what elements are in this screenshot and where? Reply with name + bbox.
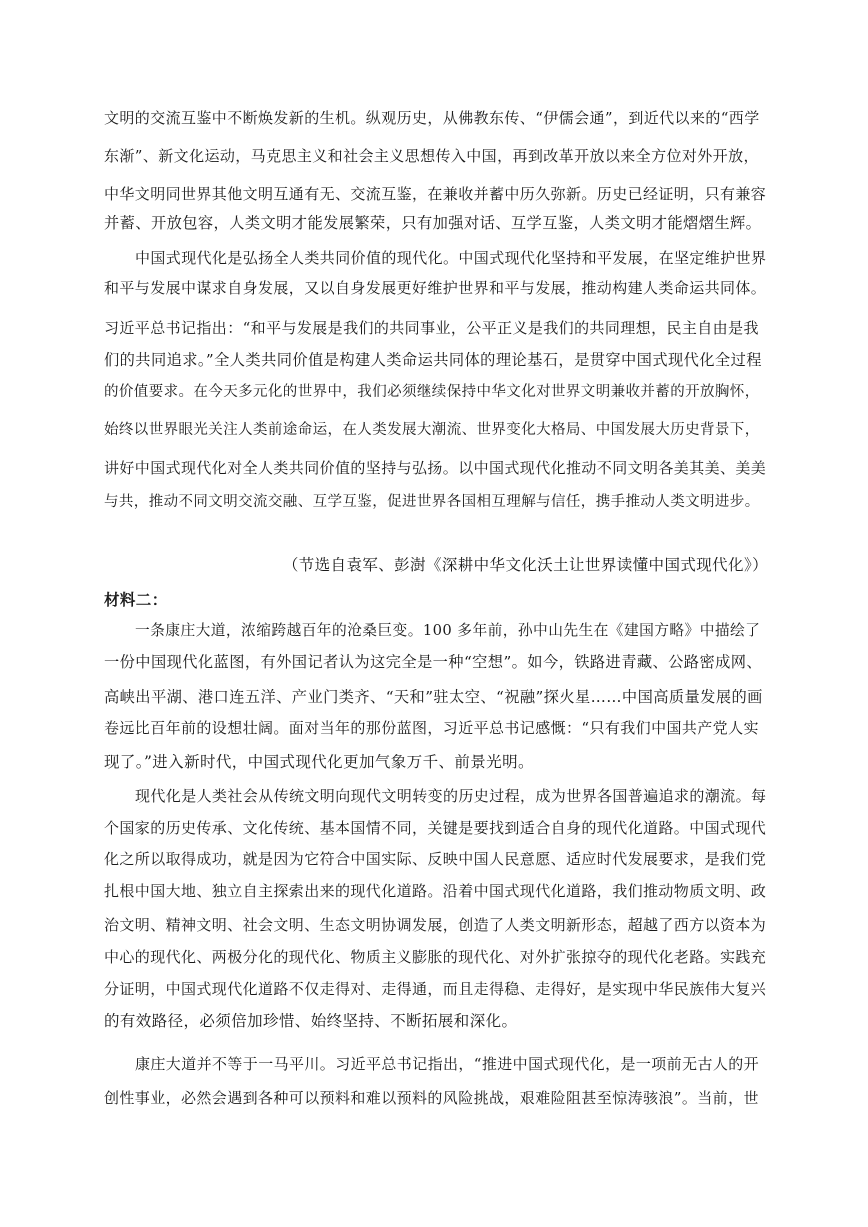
paragraph-line: 讲好中国式现代化对全人类共同价值的坚持与弘扬。以中国式现代化推动不同文明各美其美、美美 (104, 459, 767, 477)
paragraph-line: 一份中国现代化蓝图，有外国记者认为这完全是一种“空想”。如今，铁路进青藏、公路密成网、 (104, 653, 763, 671)
paragraph-line: 一条康庄大道，浓缩跨越百年的沧桑巨变。100 多年前，孙中山先生在《建国方略》中描绘了 (135, 622, 761, 639)
paragraph-line: 文明的交流互鉴中不断焕发新的生机。纵观历史，从佛教东传、“伊儒会通”，到近代以来的“西学 (104, 109, 760, 127)
source-citation: （节选自袁军、彭澍《深耕中华文化沃土让世界读懂中国式现代化》） (282, 556, 768, 574)
paragraph-line: 分证明，中国式现代化道路不仅走得对、走得通，而且走得稳、走得好，是实现中华民族伟大复兴 (104, 980, 767, 998)
section-heading: 材料二： (104, 591, 168, 609)
paragraph-line: 习近平总书记指出：“和平与发展是我们的共同事业，公平正义是我们的共同理想，民主自由是我 (104, 319, 759, 337)
paragraph-line: 的价值要求。在今天多元化的世界中，我们必须继续保持中华文化对世界文明兼收并蓄的开放胸怀， (104, 384, 760, 400)
paragraph-line: 卷远比百年前的设想壮阔。面对当年的那份蓝图，习近平总书记感慨：“只有我们中国共产党人实 (104, 719, 759, 737)
paragraph-line: 创性事业，必然会遇到各种可以预料和难以预料的风险挑战，艰难险阻甚至惊涛骇浪”。当前，世 (104, 1089, 759, 1107)
paragraph-line: 与共，推动不同文明交流交融、互学互鉴，促进世界各国相互理解与信任，携手推动人类文明进步。 (104, 494, 760, 510)
paragraph-line: 中心的现代化、两极分化的现代化、物质主义膨胀的现代化、对外扩张掠夺的现代化老路。实践充 (104, 948, 767, 966)
paragraph-line: 现代化是人类社会从传统文明向现代文明转变的历史过程，成为世界各国普遍追求的潮流。每 (135, 787, 767, 805)
paragraph-line: 并蓄、开放包容，人类文明才能发展繁荣，只有加强对话、互学互鉴，人类文明才能熠熠生辉。 (104, 214, 762, 232)
paragraph-line: 中国式现代化是弘扬全人类共同价值的现代化。中国式现代化坚持和平发展，在坚定维护世界 (135, 249, 767, 267)
paragraph-line: 东渐”、新文化运动，马克思主义和社会主义思想传入中国，再到改革开放以来全方位对外开放， (104, 147, 759, 165)
paragraph-line: 中华文明同世界其他文明互通有无、交流互鉴，在兼收并蓄中历久弥新。历史已经证明，只有兼容 (104, 185, 767, 203)
paragraph-line: 现了。”进入新时代，中国式现代化更加气象万千、前景光明。 (104, 753, 534, 771)
paragraph-line: 治文明、精神文明、社会文明、生态文明协调发展，创造了人类文明新形态，超越了西方以资本为 (104, 916, 767, 934)
paragraph-line: 化之所以取得成功，就是因为它符合中国实际、反映中国人民意愿、适应时代发展要求，是我们党 (104, 850, 767, 868)
paragraph-line: 始终以世界眼光关注人类前途命运，在人类发展大潮流、世界变化大格局、中国发展大历史背景下， (104, 422, 760, 438)
paragraph-line: 扎根中国大地、独立自主探索出来的现代化道路。沿着中国式现代化道路，我们推动物质文明、政 (104, 882, 767, 900)
paragraph-line: 个国家的历史传承、文化传统、基本国情不同，关键是要找到适合自身的现代化道路。中国式现代 (104, 819, 767, 837)
paragraph-line: 和平与发展中谋求自身发展，又以自身发展更好维护世界和平与发展，推动构建人类命运共同体。 (104, 279, 767, 297)
paragraph-line: 高峡出平湖、港口连五洋、产业门类齐、“天和”驻太空、“祝融”探火星……中国高质量发展的画 (104, 688, 763, 706)
paragraph-line: 康庄大道并不等于一马平川。习近平总书记指出，“推进中国式现代化，是一项前无古人的开 (135, 1055, 760, 1073)
paragraph-line: 们的共同追求。”全人类共同价值是构建人类命运共同体的理论基石，是贯穿中国式现代化全过程 (104, 351, 762, 369)
paragraph-line: 的有效路径，必须倍加珍惜、始终坚持、不断拓展和深化。 (104, 1012, 518, 1030)
